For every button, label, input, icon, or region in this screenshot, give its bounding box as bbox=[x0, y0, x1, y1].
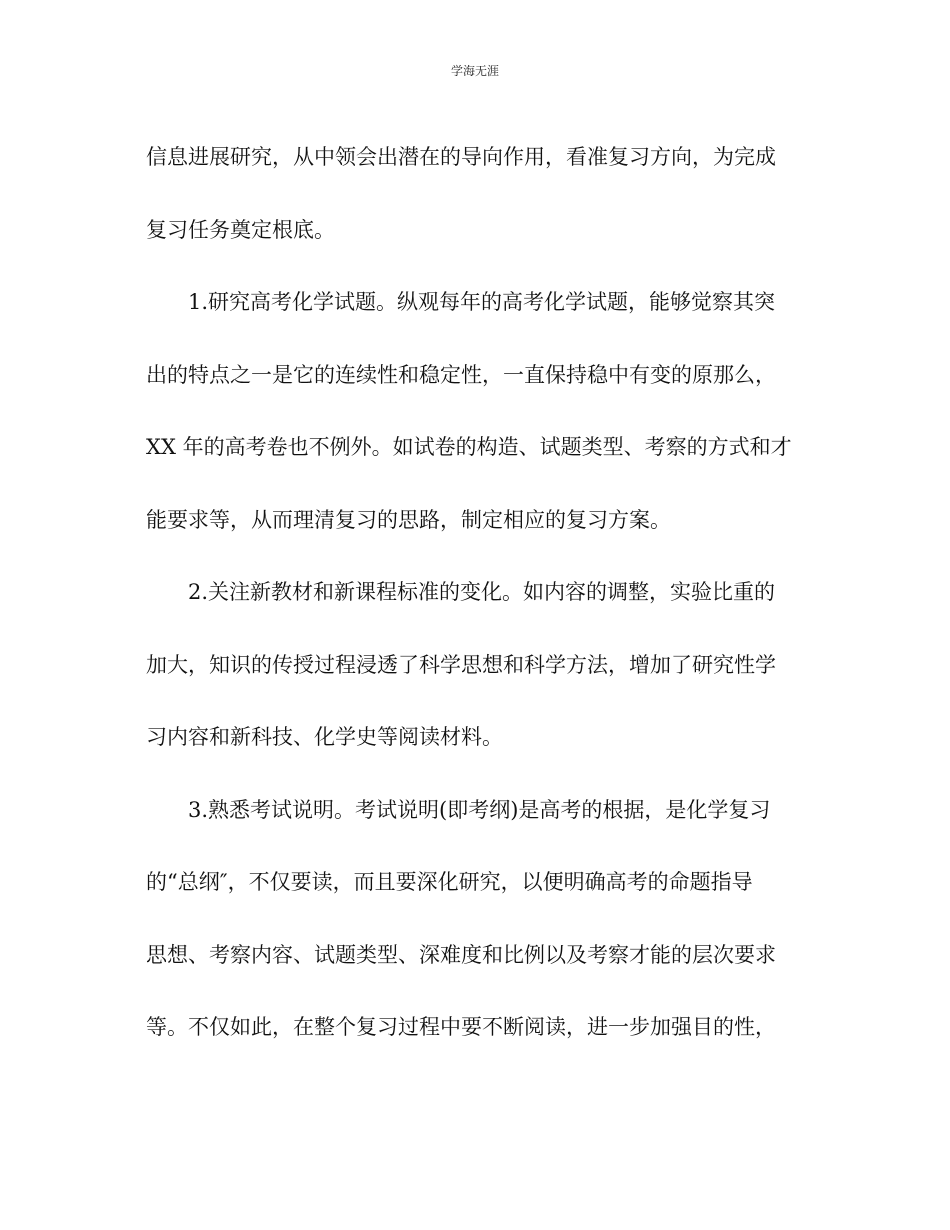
text-line: 复习任务奠定根底。 bbox=[146, 217, 335, 242]
text-line: 能要求等，从而理清复习的思路，制定相应的复习方案。 bbox=[146, 507, 671, 532]
text-line: 出的特点之一是它的连续性和稳定性，一直保持稳中有变的原那么， bbox=[146, 362, 776, 387]
document-body bbox=[146, 137, 806, 1080]
text-line: 信息进展研究，从中领会出潜在的导向作用，看准复习方向，为完成 bbox=[146, 145, 776, 169]
text-line: 加大，知识的传授过程浸透了科学思想和科学方法，增加了研究性学 bbox=[146, 652, 776, 677]
text-line: 思想、考察内容、试题类型、深难度和比例以及考察才能的层次要求 bbox=[146, 942, 776, 967]
text-line: 等。不仅如此，在整个复习过程中要不断阅读，进一步加强目的性， bbox=[146, 1015, 776, 1039]
paragraph-3-start: 3.熟悉考试说明。考试说明(即考纲)是高考的根据，是化学复习 bbox=[188, 797, 771, 822]
paragraph-1-start: 1.研究高考化学试题。纵观每年的高考化学试题，能够觉察其突 bbox=[188, 290, 776, 314]
page-header: 学海无涯 bbox=[450, 64, 499, 78]
paragraph-2-start: 2.关注新教材和新课程标准的变化。如内容的调整，实验比重的 bbox=[188, 580, 776, 604]
text-line: XX 年的高考卷也不例外。如试卷的构造、试题类型、考察的方式和才 bbox=[146, 435, 792, 459]
text-line: 习内容和新科技、化学史等阅读材料。 bbox=[146, 725, 503, 749]
text-line: 的“总纲″，不仅要读，而且要深化研究，以便明确高考的命题指导 bbox=[146, 870, 753, 894]
